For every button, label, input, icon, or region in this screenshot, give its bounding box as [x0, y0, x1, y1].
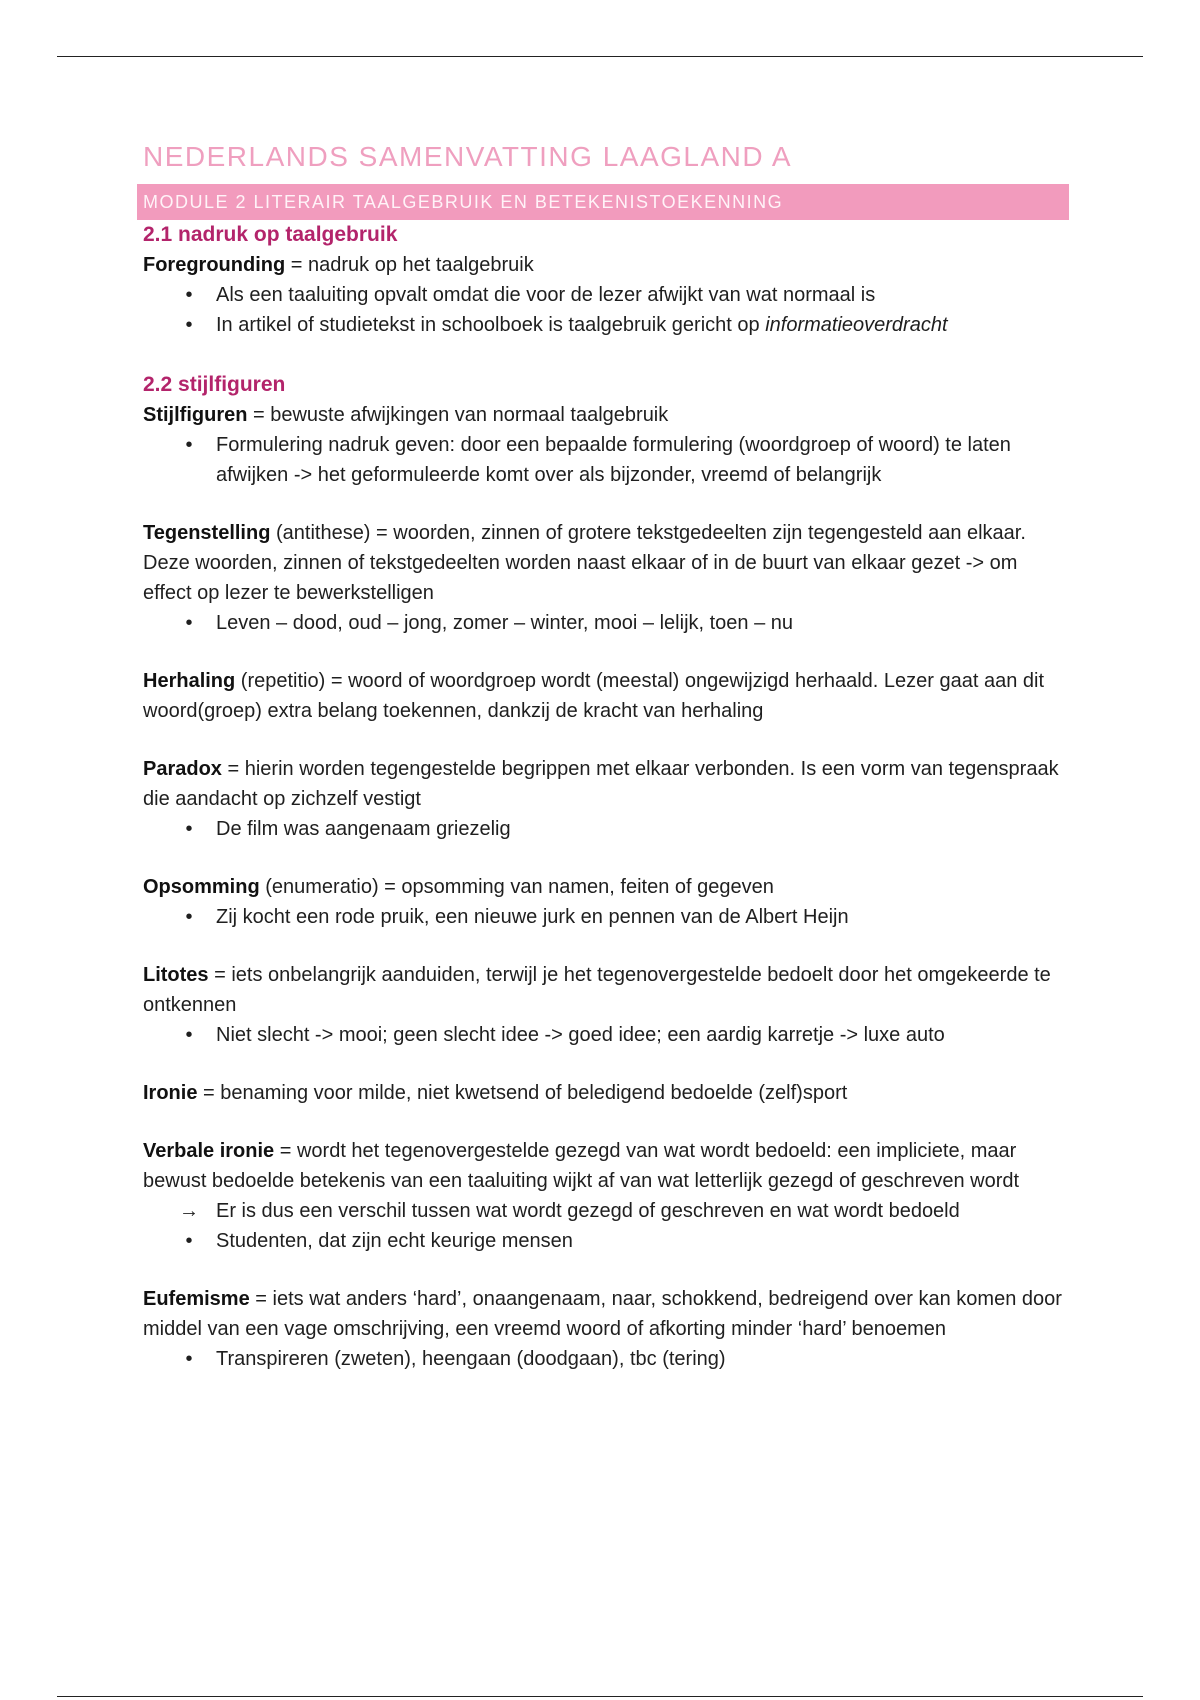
bullet-list — [143, 902, 1063, 932]
definition-tegenstelling: Tegenstelling (antithese) = woorden, zinnen of grotere tekstgedeelten zijn tegengesteld aan elkaar. Deze woorden, zinnen of tekstgedeelten worden naast elkaar of in de buurt van elkaar gezet -> om effect op lezer te bewerkstelligen — [143, 522, 1026, 604]
bullet-icon: • — [185, 1348, 193, 1370]
definition-verbale-ironie: Verbale ironie = wordt het tegenovergestelde gezegd van wat wordt bedoeld: een impliciete, maar bewust bedoelde betekenis van een taaluiting wijkt af van wat letterlijk gezegd of geschreven wordt — [143, 1140, 1020, 1192]
bullet-list — [143, 1196, 1063, 1256]
term-herhaling: Herhaling — [143, 670, 236, 692]
list-item: • In artikel of studietekst in schoolboek is taalgebruik gericht op informatieoverdracht — [143, 310, 1063, 340]
document-body — [143, 140, 1063, 1374]
bullet-icon: • — [185, 1024, 193, 1046]
list-item: • Niet slecht -> mooi; geen slecht idee -> goed idee; een aardig karretje -> luxe auto — [143, 1020, 1063, 1050]
term-eufemisme: Eufemisme — [143, 1288, 250, 1310]
term-tegenstelling: Tegenstelling — [143, 522, 271, 544]
bullet-list — [143, 608, 1063, 638]
section-heading-2-1: 2.1 nadruk op taalgebruik — [143, 223, 398, 246]
list-item: • Zij kocht een rode pruik, een nieuwe jurk en pennen van de Albert Heijn — [143, 902, 1063, 932]
bullet-icon: • — [185, 284, 193, 306]
definition-herhaling: Herhaling (repetitio) = woord of woordgroep wordt (meestal) ongewijzigd herhaald. Lezer gaat aan dit woord(groep) extra belang toekennen, dankzij de kracht van herhaling — [143, 670, 1045, 722]
section-heading-2-2: 2.2 stijlfiguren — [143, 373, 286, 396]
definition-litotes: Litotes = iets onbelangrijk aanduiden, terwijl je het tegenovergestelde bedoelt door het omgekeerde te ontkennen — [143, 964, 1051, 1016]
bullet-list — [143, 280, 1063, 340]
bullet-icon: • — [185, 1230, 193, 1252]
bullet-list — [143, 430, 1063, 490]
bullet-icon: • — [185, 314, 193, 336]
bullet-list — [143, 1344, 1063, 1374]
term-stijlfiguren: Stijlfiguren — [143, 404, 248, 426]
list-item: • De film was aangenaam griezelig — [143, 814, 1063, 844]
definition-paradox: Paradox = hierin worden tegengestelde begrippen met elkaar verbonden. Is een vorm van tegenspraak die aandacht op zichzelf vestigt — [143, 758, 1059, 810]
term-paradox: Paradox — [143, 758, 222, 780]
list-item: • Transpireren (zweten), heengaan (doodgaan), tbc (tering) — [143, 1344, 1063, 1374]
definition-opsomming: Opsomming (enumeratio) = opsomming van namen, feiten of gegeven — [143, 876, 774, 898]
bullet-list — [143, 1020, 1063, 1050]
top-rule — [57, 56, 1143, 57]
definition-foregrounding — [143, 250, 1063, 280]
term-verbale-ironie: Verbale ironie — [143, 1140, 275, 1162]
bullet-icon: • — [185, 612, 193, 634]
emphasis-text: informatieoverdracht — [765, 314, 948, 336]
list-item: → Er is dus een verschil tussen wat wordt gezegd of geschreven en wat wordt bedoeld — [143, 1196, 1063, 1226]
definition-stijlfiguren: Stijlfiguren = bewuste afwijkingen van normaal taalgebruik — [143, 404, 669, 426]
bullet-icon: • — [185, 818, 193, 840]
term-ironie: Ironie — [143, 1082, 198, 1104]
arrow-right-icon: → — [179, 1200, 199, 1222]
list-item: • Als een taaluiting opvalt omdat die voor de lezer afwijkt van wat normaal is — [143, 280, 1063, 310]
term-opsomming: Opsomming — [143, 876, 260, 898]
list-item: • Studenten, dat zijn echt keurige mensen — [143, 1226, 1063, 1256]
definition-ironie: Ironie = benaming voor milde, niet kwetsend of beledigend bedoelde (zelf)sport — [143, 1082, 848, 1104]
list-item: • Leven – dood, oud – jong, zomer – winter, mooi – lelijk, toen – nu — [143, 608, 1063, 638]
bullet-icon: • — [185, 434, 193, 456]
definition-eufemisme: Eufemisme = iets wat anders ‘hard’, onaangenaam, naar, schokkend, bedreigend over kan komen door middel van een vage omschrijving, een vreemd woord of afkorting minder ‘hard’ benoemen — [143, 1288, 1062, 1340]
term-foregrounding: Foregrounding — [143, 254, 286, 276]
document-title: NEDERLANDS SAMENVATTING LAAGLAND A — [143, 141, 792, 172]
bullet-list — [143, 814, 1063, 844]
module-heading-bar: MODULE 2 LITERAIR TAALGEBRUIK EN BETEKENISTOEKENNING — [137, 184, 1069, 220]
def-text: = nadruk op het taalgebruik — [285, 254, 534, 276]
bottom-rule — [57, 1696, 1143, 1697]
list-item: • Formulering nadruk geven: door een bepaalde formulering (woordgroep of woord) te laten afwijken -> het geformuleerde komt over als bijzonder, vreemd of belangrijk — [143, 430, 1063, 490]
bullet-icon: • — [185, 906, 193, 928]
term-litotes: Litotes — [143, 964, 209, 986]
